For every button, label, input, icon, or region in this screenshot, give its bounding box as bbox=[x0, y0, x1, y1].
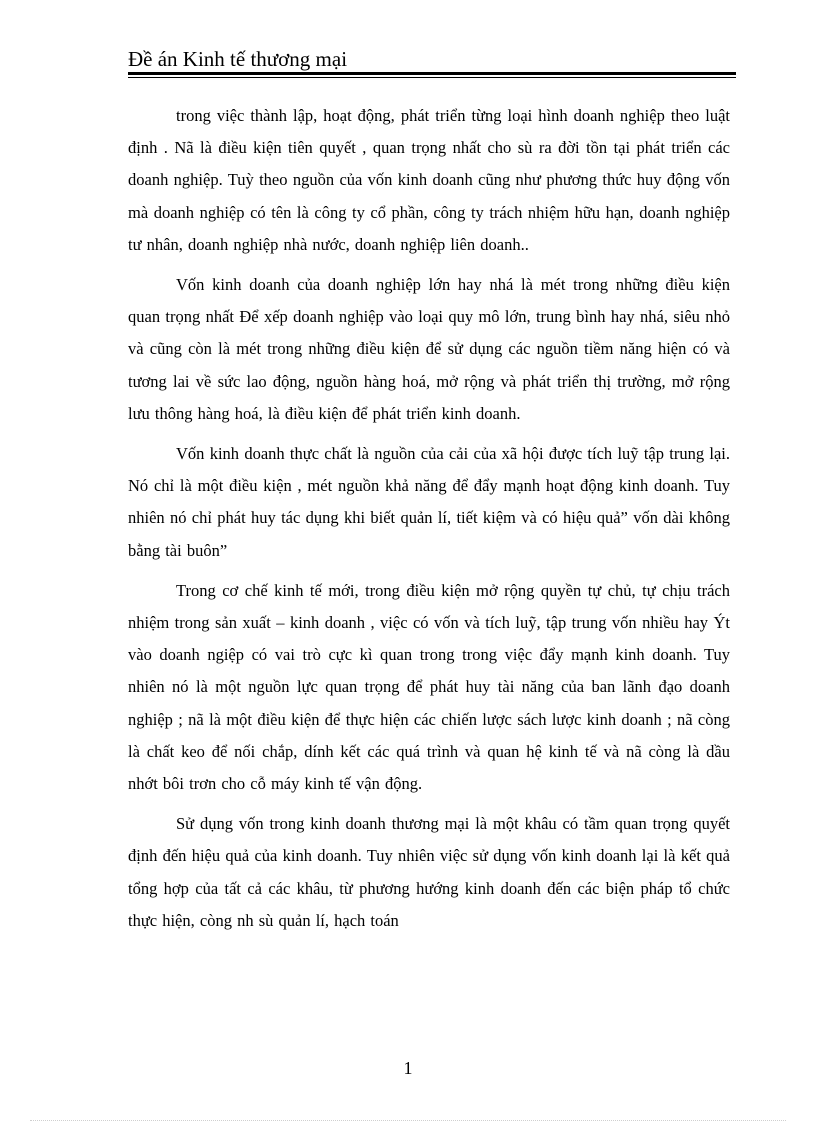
page-bottom-divider bbox=[30, 1120, 786, 1121]
page-header bbox=[128, 46, 736, 78]
header-rule-thin bbox=[128, 77, 736, 78]
paragraph: Sử dụng vốn trong kinh doanh thương mại là một khâu có tầm quan trọng quyết định đến hiệu quả của kinh doanh. Tuy nhiên việc sử dụng vốn kinh doanh lại là kết quả tổng hợp của tất cả các khâu, từ phương hướng kinh doanh đến các biện pháp tổ chức thực hiện, còng nh sù quản lí, hạch toán bbox=[128, 814, 730, 930]
header-rule bbox=[128, 72, 736, 75]
document-title: Đề án Kinh tế thương mại bbox=[128, 47, 348, 71]
paragraph: Trong cơ chế kinh tế mới, trong điều kiện mở rộng quyền tự chủ, tự chịu trách nhiệm trong sản xuất – kinh doanh , việc có vốn và tích luỹ, tập trung vốn nhiều hay Ýt vào doanh ngiệp có vai trò cực kì quan trong trong việc đẩy mạnh kinh doanh. Tuy nhiên nó là một nguồn lực quan trọng để phát huy tài năng của ban lãnh đạo doanh nghiệp ; nã là một điều kiện để thực hiện các chiến lược sách lược kinh doanh ; nã còng là chất keo để nối chắp, dính kết các quá trình và quan hệ kinh tế và nã còng là dầu nhớt bôi trơn cho cỗ máy kinh tế vận động. bbox=[128, 580, 730, 794]
page-number: 1 bbox=[403, 1058, 413, 1078]
paragraph: trong việc thành lập, hoạt động, phát triển từng loại hình doanh nghiệp theo luật định . Nã là điều kiện tiên quyết , quan trọng nhất cho sù ra đời tồn tại phát triển các doanh nghiệp. Tuỳ theo nguồn của vốn kinh doanh cũng như phương thức huy động vốn mà doanh nghiệp có tên là công ty cổ phần, công ty trách nhiệm hữu hạn, doanh nghiệp tư nhân, doanh nghiệp nhà nước, doanh nghiệp liên doanh.. bbox=[128, 106, 730, 254]
paragraph: Vốn kinh doanh thực chất là nguồn của cải của xã hội được tích luỹ tập trung lại. Nó chỉ là một điều kiện , mét nguồn khả năng để đẩy mạnh hoạt động kinh doanh. Tuy nhiên nó chỉ phát huy tác dụng khi biết quản lí, tiết kiệm và có hiệu quả” vốn dài không bằng tài buôn” bbox=[128, 444, 730, 560]
paragraph: Vốn kinh doanh của doanh nghiệp lớn hay nhá là mét trong những điều kiện quan trọng nhất Để xếp doanh nghiệp vào loại quy mô lớn, trung bình hay nhá, siêu nhỏ và cũng còn là mét trong những điều kiện để sử dụng các nguồn tiềm năng hiện có và tương lai về sức lao động, nguồn hàng hoá, mở rộng và phát triển thị trường, mở rộng lưu thông hàng hoá, là điều kiện để phát triển kinh doanh. bbox=[128, 275, 730, 423]
document-body bbox=[128, 100, 730, 945]
